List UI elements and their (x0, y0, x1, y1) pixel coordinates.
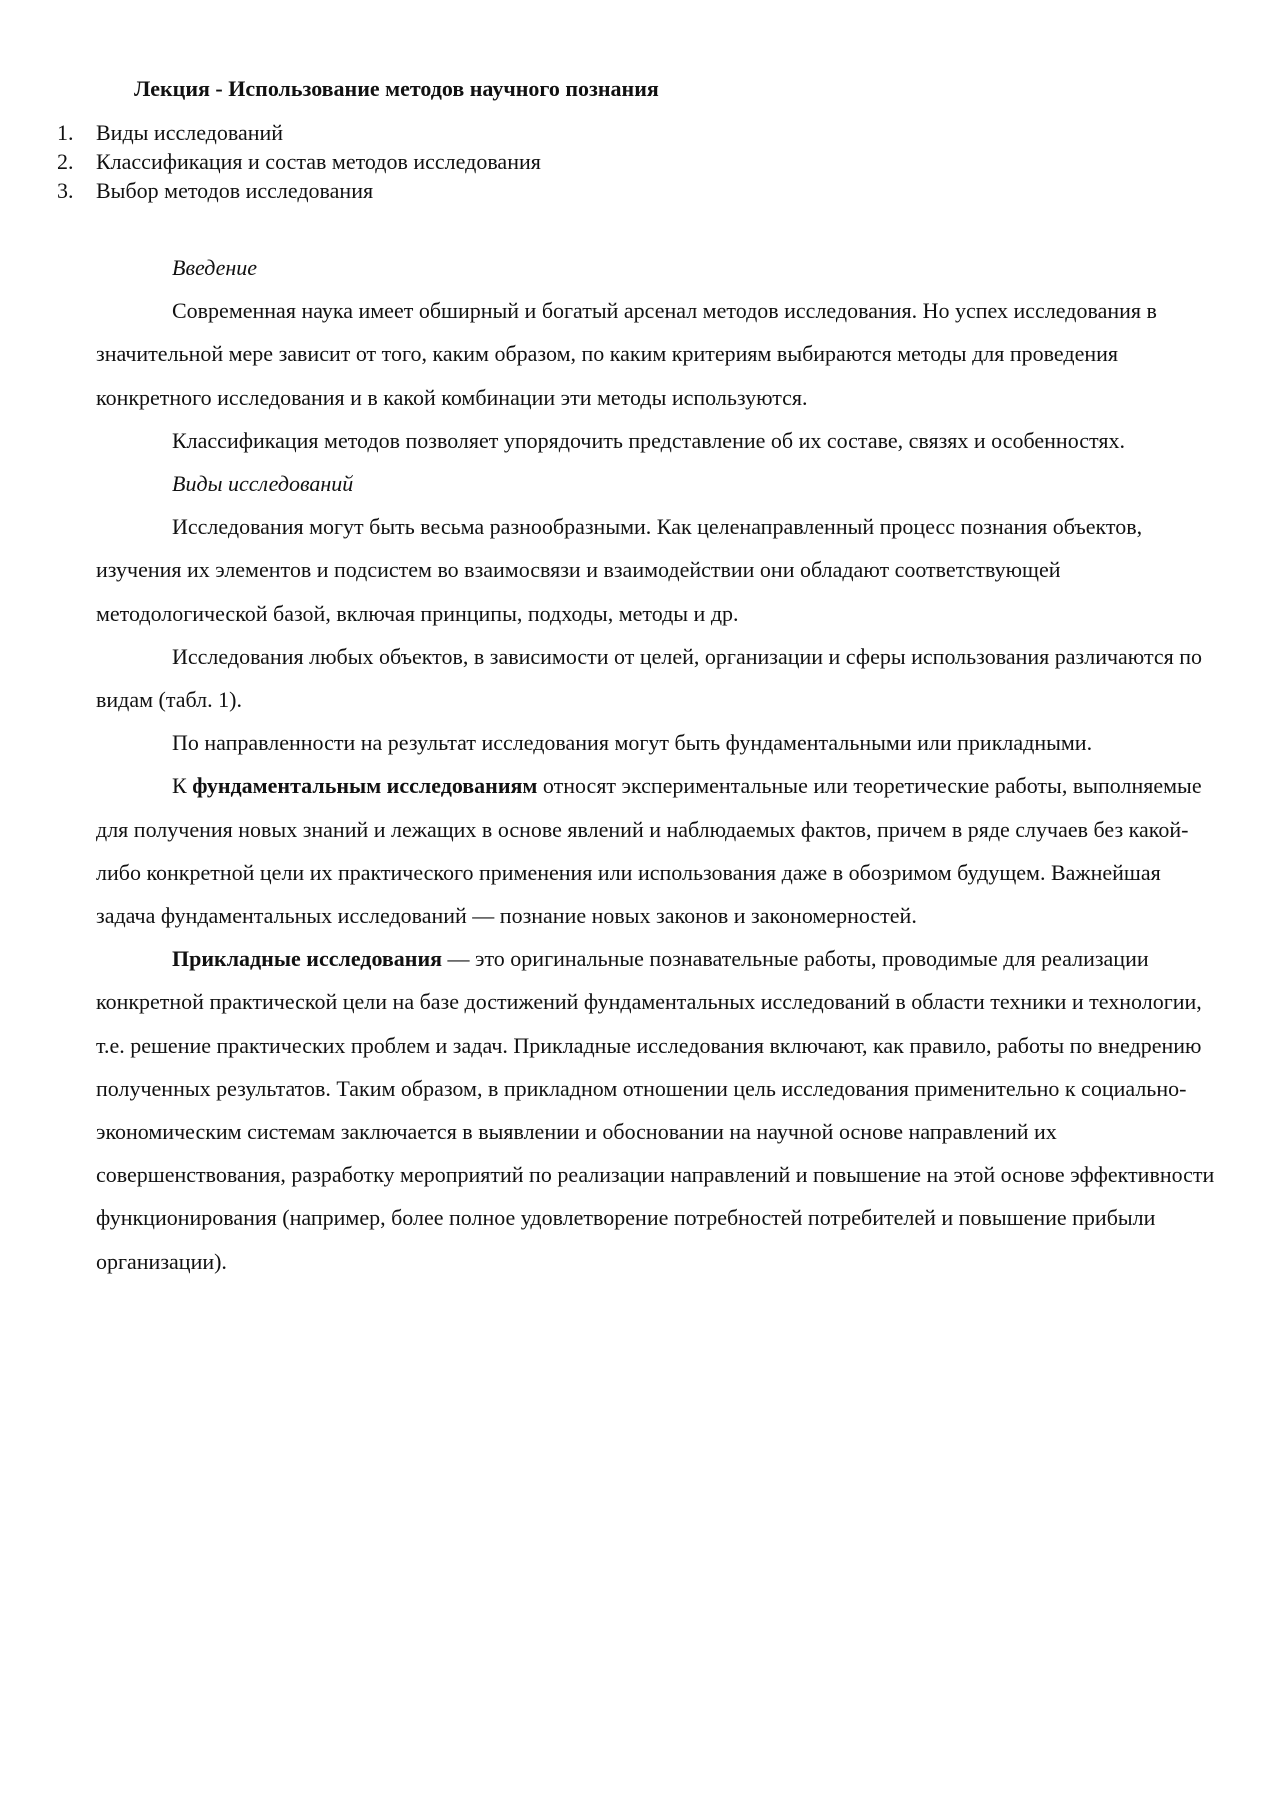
list-item (0, 147, 1280, 176)
term-fundamental-research: фундаментальным исследованиям (192, 773, 538, 799)
paragraph-applied (96, 937, 1216, 1283)
list-item (0, 176, 1280, 205)
section-heading-types: Виды исследований (172, 471, 354, 497)
list-item-text: Виды исследований (96, 120, 284, 145)
list-item (0, 118, 1280, 147)
paragraph-intro-1: Современная наука имеет обширный и богатый арсенал методов исследования. Но успех исследования в значительной мере зависит от того, каким образом, по каким критериям выбираются методы для проведения конкретного исследования и в какой комбинации эти методы используются. (96, 298, 1157, 410)
paragraph-text: — это оригинальные познавательные работы, проводимые для реализации конкретной практической цели на базе достижений фундаментальных исследований в области техники и технологии, т.е. решение практических проблем и задач. Прикладные исследования включают, как правило, работы по внедрению полученных результатов. Таким образом, в прикладном отношении цель исследования применительно к социально-экономическим системам заключается в выявлении и обосновании на научной основе направлений их совершенствования, разработку мероприятий по реализации направлений и повышение на этой основе эффективности функционирования (например, более полное удовлетворение потребностей потребителей и повышение прибыли организации). (96, 946, 1215, 1274)
table-of-contents (0, 118, 1280, 205)
page-title: Лекция - Использование методов научного познания (134, 76, 659, 101)
paragraph-types-3: По направленности на результат исследования могут быть фундаментальными или прикладными. (172, 730, 1093, 756)
list-item-number: 1. (57, 120, 74, 145)
paragraph-prefix: К (172, 773, 193, 799)
term-applied-research: Прикладные исследования (172, 946, 443, 972)
paragraph-intro-2: Классификация методов позволяет упорядочить представление об их составе, связях и особенностях. (172, 427, 1125, 453)
list-item-number: 2. (57, 149, 74, 174)
paragraph-types-2: Исследования любых объектов, в зависимости от целей, организации и сферы использования различаются по видам (табл. 1). (96, 643, 1202, 713)
paragraph-text: относят экспериментальные или теоретические работы, выполняемые для получения новых знаний и лежащих в основе явлений и наблюдаемых фактов, причем в ряде случаев без какой-либо конкретной цели их практического применения или использования даже в обозримом будущем. Важнейшая задача фундаментальных исследований — познание новых законов и закономерностей. (96, 773, 1202, 929)
paragraph-types-1: Исследования могут быть весьма разнообразными. Как целенаправленный процесс познания объектов, изучения их элементов и подсистем во взаимосвязи и взаимодействии они обладают соответствующей методологической базой, включая принципы, подходы, методы и др. (96, 514, 1143, 626)
list-item-number: 3. (57, 178, 74, 203)
document-body (96, 246, 1216, 1283)
list-item-text: Классификация и состав методов исследования (96, 149, 541, 174)
list-item-text: Выбор методов исследования (96, 178, 374, 203)
paragraph-fundamental (96, 764, 1216, 937)
section-heading-intro: Введение (172, 255, 258, 280)
